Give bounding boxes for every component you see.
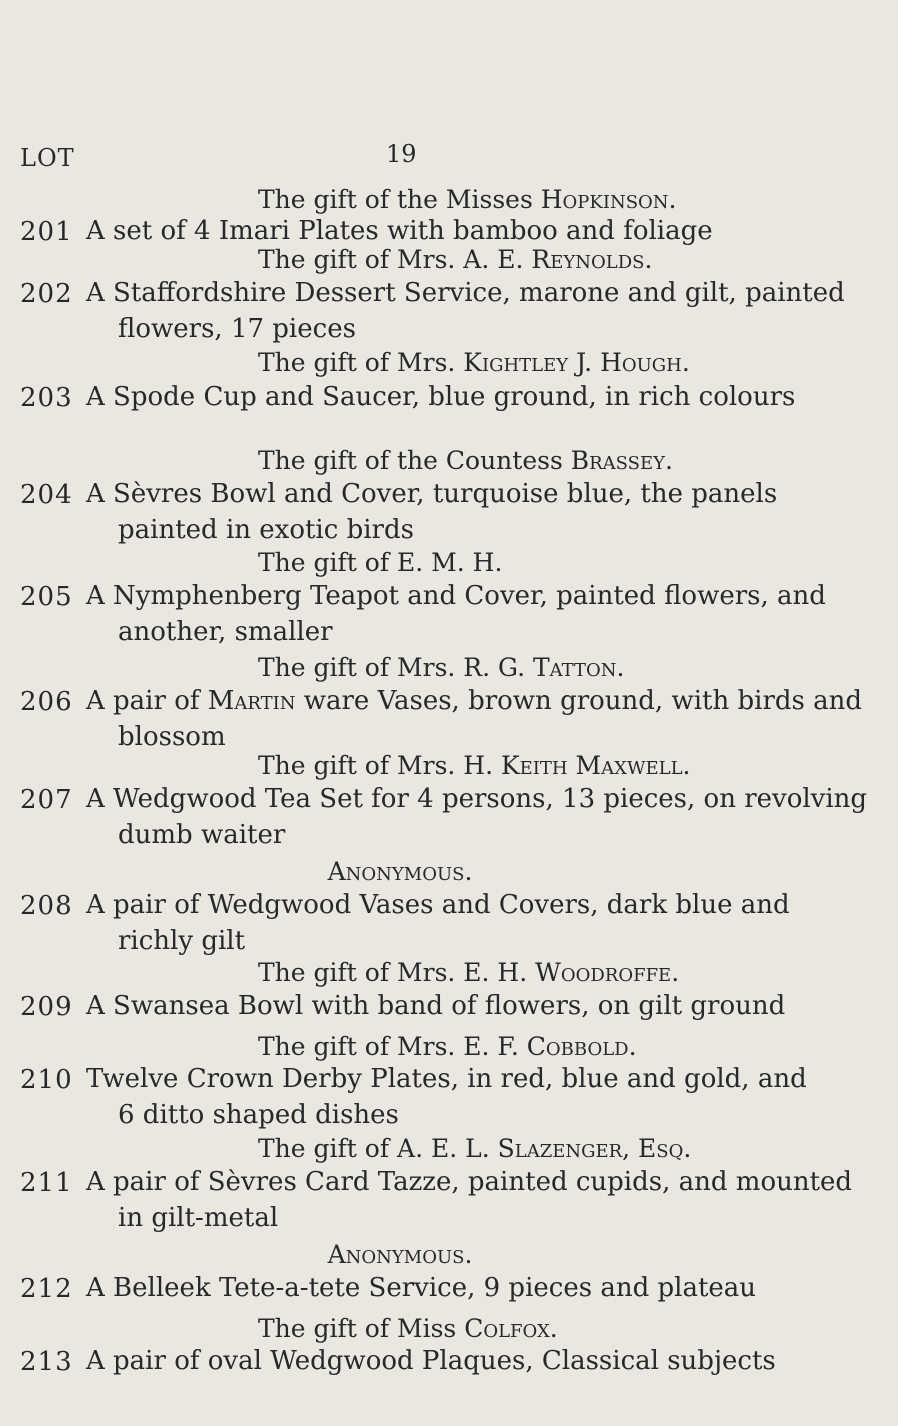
lot-column-header: LOT [20,144,75,172]
lot-description [86,887,790,959]
donor-line: The gift of the Misses Hopkinson. [258,185,677,214]
donor-line: Anonymous. [327,857,473,886]
description-line: A Belleek Tete-a-tete Service, 9 pieces and plateau [86,1273,757,1303]
description-line: A pair of Sèvres Card Tazze, painted cupids, and mounted [86,1167,853,1197]
donor-line: The gift of the Countess Brassey. [258,446,673,475]
donor-line: The gift of Miss Colfox. [258,1314,558,1343]
description-line: A set of 4 Imari Plates with bamboo and foliage [86,216,713,246]
page-number: 19 [386,140,417,168]
lot-description [86,213,776,249]
lot-description [86,988,786,1024]
description-line: 6 ditto shaped dishes [118,1100,399,1130]
description-line: another, smaller [118,617,333,647]
donor-line: The gift of E. M. H. [258,548,503,577]
lot-number: 203 [20,383,73,413]
donor-line: The gift of Mrs. R. G. Tatton. [258,653,625,682]
donor-line: The gift of Mrs. H. Keith Maxwell. [258,751,691,780]
description-line: A Sèvres Bowl and Cover, turquoise blue, the panels [86,479,778,509]
description-line: blossom [118,722,226,752]
description-line: A Swansea Bowl with band of flowers, on gilt ground [86,991,786,1021]
description-line: A Wedgwood Tea Set for 4 persons, 13 pieces, on revolving [86,784,868,814]
lot-number: 208 [20,891,73,921]
lot-number: 212 [20,1274,73,1304]
lot-description [86,1061,807,1133]
lot-description [86,683,863,755]
description-line: Twelve Crown Derby Plates, in red, blue and gold, and [86,1064,807,1094]
lot-number: 202 [20,279,73,309]
lot-number: 205 [20,582,73,612]
lot-number: 206 [20,687,73,717]
lot-number: 207 [20,785,73,815]
lot-description [86,781,868,853]
description-line: A pair of oval Wedgwood Plaques, Classical subjects [86,1346,776,1376]
description-line: A pair of Wedgwood Vases and Covers, dark blue and [86,890,790,920]
description-line: in gilt-metal [118,1203,279,1233]
lot-number: 209 [20,992,73,1022]
description-line: A pair of Martin ware Vases, brown ground, with birds and [86,686,863,716]
donor-line: Anonymous. [327,1240,473,1269]
donor-line: The gift of Mrs. A. E. Reynolds. [258,245,653,274]
lot-description [86,578,826,650]
lot-description [86,1164,853,1236]
lot-number: 211 [20,1168,73,1198]
donor-line: The gift of Mrs. E. H. Woodroffe. [258,958,680,987]
lot-description [86,275,845,347]
description-line: painted in exotic birds [118,515,414,545]
description-line: richly gilt [118,926,246,956]
donor-line: The gift of A. E. L. Slazenger, Esq. [258,1134,692,1163]
donor-line: The gift of Mrs. Kightley J. Hough. [258,348,690,377]
lot-description [86,1343,776,1379]
lot-number: 213 [20,1347,73,1377]
lot-number: 204 [20,480,73,510]
description-line: flowers, 17 pieces [118,314,356,344]
description-line: A Staffordshire Dessert Service, marone and gilt, painted [86,278,845,308]
description-line: A Spode Cup and Saucer, blue ground, in rich colours [86,382,796,412]
lot-number: 201 [20,217,73,247]
lot-description [86,379,796,415]
donor-line: The gift of Mrs. E. F. Cobbold. [258,1032,637,1061]
lot-description [86,1270,776,1306]
lot-number: 210 [20,1065,73,1095]
lot-description [86,476,776,548]
description-line: A Nymphenberg Teapot and Cover, painted flowers, and [86,581,826,611]
description-line: dumb waiter [118,820,286,850]
